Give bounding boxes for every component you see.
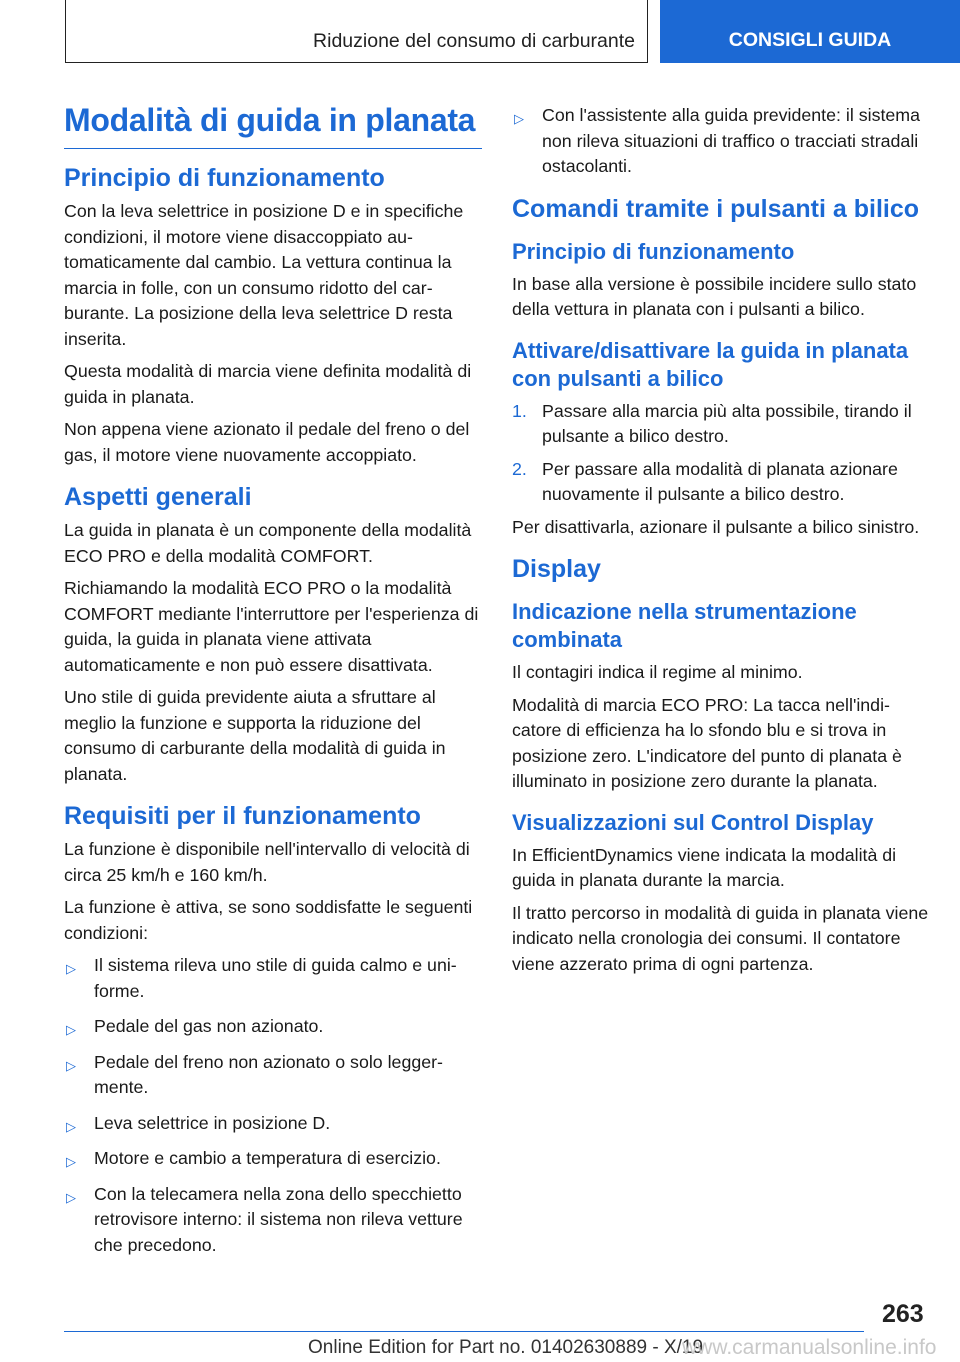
paragraph: La funzione è attiva, se sono soddisfatte le seguenti condizioni: — [64, 897, 473, 943]
list-item: ▷ Con l'assistente alla guida previdente: il sistema non rileva situazioni di traffico o tracciati stradali ostacolanti. — [514, 105, 920, 176]
section-title: Riduzione del consumo di carburante — [313, 30, 635, 52]
list-item: ▷ Pedale del freno non azionato o solo leggermente. — [66, 1051, 443, 1097]
paragraph: In base alla versione è possibile incidere sullo stato della vettura in planata con i pulsanti a bilico. — [512, 273, 917, 319]
page-title: Modalità di guida in planata — [64, 100, 482, 149]
triangle-bullet-icon: ▷ — [66, 1057, 76, 1073]
subheading-principio: Principio di funzionamento — [512, 238, 795, 264]
requirements-list — [64, 953, 482, 1258]
paragraph: La guida in planata è un componente della modalità ECO PRO e della modalità COMFORT. — [64, 520, 472, 566]
heading-comandi: Comandi tramite i pulsanti a bilico — [512, 194, 920, 223]
heading-aspetti: Aspetti generali — [64, 483, 252, 511]
paragraph: Richiamando la modalità ECO PRO o la modalità COMFORT mediante l'interruttore per l'esperienza di guida, la guida in planata viene attivata automaticamente e non può essere disattivata. — [64, 578, 479, 675]
list-item: ▷ Leva selettrice in posizione D. — [64, 1111, 482, 1137]
triangle-bullet-icon: ▷ — [66, 1154, 76, 1169]
left-column — [64, 100, 482, 1268]
watermark: www.carmanualsonline.info — [682, 1336, 937, 1359]
paragraph: Non appena viene azionato il pedale del freno o del gas, il motore viene nuovamente accoppiato. — [64, 419, 470, 465]
triangle-bullet-icon: ▷ — [66, 1189, 76, 1205]
paragraph: Il tratto percorso in modalità di guida in planata viene indicato nella cronologia dei consumi. Il contatore viene azzerato prima di ogni partenza. — [512, 902, 929, 974]
subheading-attivare: Attivare/disattivare la guida in planata con pulsanti a bilico — [512, 337, 909, 391]
step-item: 1. Passare alla marcia più alta possibile, tirando il pulsante a bilico destro. — [512, 400, 912, 446]
triangle-bullet-icon: ▷ — [66, 1022, 76, 1037]
subheading-indicazione: Indicazione nella strumentazione combinata — [512, 599, 857, 652]
paragraph: Uno stile di guida previdente aiuta a sfruttare al meglio la funzione e supporta la riduzione del consumo di carburante della modalità di guida in planata. — [64, 687, 446, 784]
heading-principio: Principio di funzionamento — [64, 164, 385, 192]
chapter-tab[interactable]: CONSIGLI GUIDA — [660, 0, 960, 63]
list-item: ▷ Motore e cambio a temperatura di esercizio. — [64, 1146, 482, 1172]
list-item: ▷ Con la telecamera nella zona dello specchietto retrovisore interno: il sistema non rileva vetture che precedono. — [66, 1183, 463, 1255]
triangle-bullet-icon: ▷ — [514, 111, 524, 126]
step-item: 2. Per passare alla modalità di planata azionare nuovamente il pulsante a bilico destro. — [512, 458, 898, 504]
paragraph: Modalità di marcia ECO PRO: La tacca nell'indicatore di efficienza ha lo sfondo blu e si trova in posizione zero. L'indicatore del punto di planata è illuminato in posizione zero durante la planata. — [512, 694, 902, 791]
paragraph: La funzione è disponibile nell'intervallo di velocità di circa 25 km/h e 160 km/h. — [64, 839, 470, 885]
right-column — [512, 103, 932, 984]
paragraph: Questa modalità di marcia viene definita modalità di guida in planata. — [64, 361, 472, 407]
header-frame — [65, 0, 648, 63]
page-number: 263 — [882, 1300, 924, 1328]
triangle-bullet-icon: ▷ — [66, 1118, 76, 1134]
heading-display: Display — [512, 555, 601, 583]
requirements-list-continued — [512, 103, 932, 180]
subheading-control-display: Visualizzazioni sul Control Display — [512, 809, 874, 835]
list-item: ▷ Il sistema rileva uno stile di guida calmo e uniforme. — [66, 955, 457, 1001]
paragraph: Per disattivarla, azionare il pulsante a bilico sinistro. — [512, 516, 920, 537]
steps-list — [512, 399, 932, 508]
triangle-bullet-icon: ▷ — [66, 961, 76, 976]
paragraph: Il contagiri indica il regime al minimo. — [512, 662, 803, 682]
list-item: ▷ Pedale del gas non azionato. — [64, 1014, 482, 1040]
footer-divider — [64, 1331, 864, 1332]
heading-requisiti: Requisiti per il funzionamento — [64, 802, 421, 830]
edition-note: Online Edition for Part no. 01402630889 - X/19 — [308, 1337, 704, 1358]
paragraph: In EfficientDynamics viene indicata la modalità di guida in planata durante la marcia. — [512, 844, 897, 890]
paragraph: Con la leva selettrice in posizione D e in specifiche condizioni, il motore viene disaccoppiato automaticamente dal cambio. La vettura continua la marcia in folle, con un consumo ridotto del carburante. La posizione della leva selettrice D resta inserita. — [64, 201, 464, 349]
